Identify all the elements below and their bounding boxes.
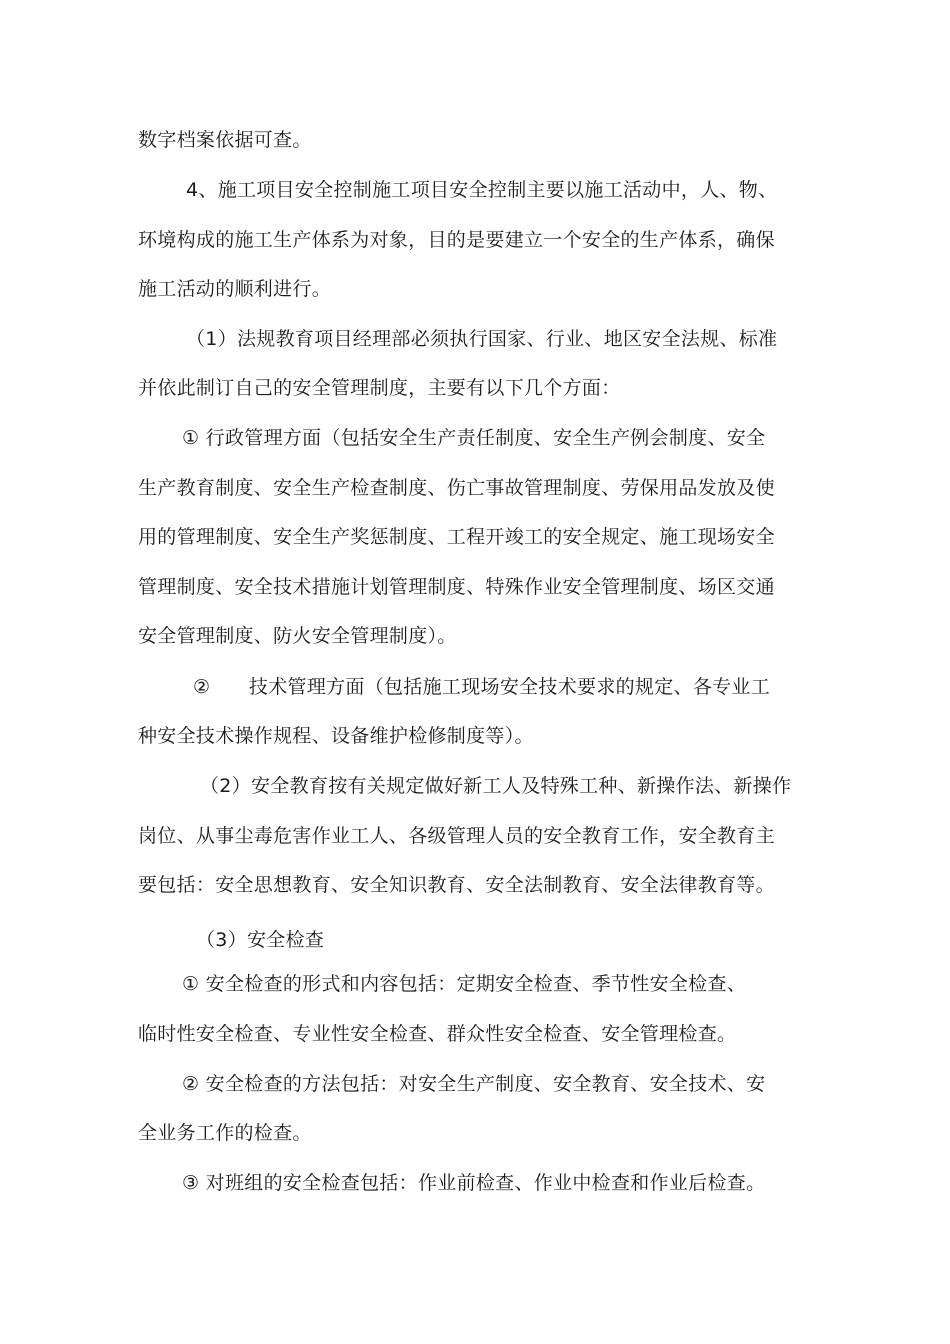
text-line: 全业务工作的检查。 [138,1122,312,1144]
text-line: 4、施工项目安全控制施工项目安全控制主要以施工活动中，人、物、 [186,179,778,201]
text-line: 种安全技术操作规程、设备维护检修制度等）。 [138,725,534,747]
text-line: 施工活动的顺利进行。 [138,278,332,300]
text-line: ① 行政管理方面（包括安全生产责任制度、安全生产例会制度、安全 [182,427,766,449]
text-line: 临时性安全检查、专业性安全检查、群众性安全检查、安全管理检查。 [138,1023,737,1045]
text-line: 环境构成的施工生产体系为对象，目的是要建立一个安全的生产体系，确保 [138,229,775,251]
text-line: 并依此制订自己的安全管理制度，主要有以下几个方面： [138,377,621,399]
text-line: 安全管理制度、防火安全管理制度）。 [138,625,457,647]
text-line: 要包括：安全思想教育、安全知识教育、安全法制教育、安全法律教育等。 [138,874,775,896]
text-line: 用的管理制度、安全生产奖惩制度、工程开竣工的安全规定、施工现场安全 [138,526,775,548]
text-line: 岗位、从事尘毒危害作业工人、各级管理人员的安全教育工作，安全教育主 [138,825,775,847]
text-line: ① 安全检查的形式和内容包括：定期安全检查、季节性安全检查、 [182,973,747,995]
text-line: 数字档案依据可查。 [138,129,312,151]
text-line: ③ 对班组的安全检查包括：作业前检查、作业中检查和作业后检查。 [182,1172,766,1194]
text-line: （1）法规教育项目经理部必须执行国家、行业、地区安全法规、标准 [186,328,778,350]
text-line: ② 技术管理方面（包括施工现场安全技术要求的规定、各专业工 [193,676,771,698]
text-line: （2）安全教育按有关规定做好新工人及特殊工种、新操作法、新操作 [200,775,792,797]
text-line: 生产教育制度、安全生产检查制度、伤亡事故管理制度、劳保用品发放及使 [138,477,775,499]
text-line: ② 安全检查的方法包括：对安全生产制度、安全教育、安全技术、安 [182,1073,766,1095]
text-line: 管理制度、安全技术措施计划管理制度、特殊作业安全管理制度、场区交通 [138,576,775,598]
text-line: （3）安全检查 [196,929,325,951]
